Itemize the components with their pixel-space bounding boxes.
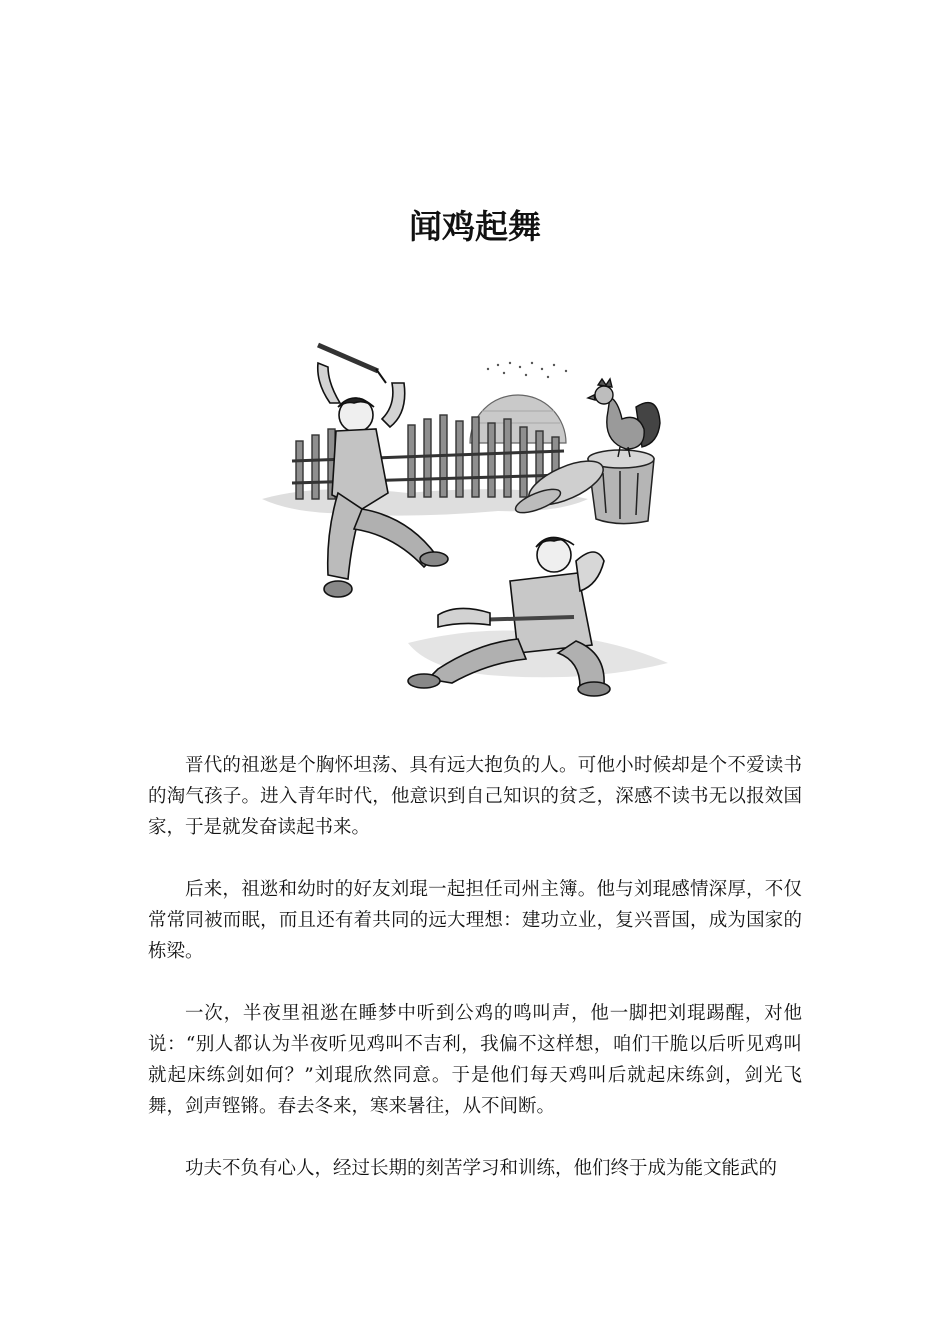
- paragraph-4: 功夫不负有心人，经过长期的刻苦学习和训练，他们终于成为能文能武的: [185, 1158, 778, 1179]
- story-text: [148, 750, 802, 1215]
- illustration-drawing: [258, 323, 680, 705]
- page-title: 闻鸡起舞: [409, 207, 541, 247]
- paragraph-3: 一次，半夜里祖逖在睡梦中听到公鸡的鸣叫声，他一脚把刘琨踢醒，对他说：“别人都认为半夜听见鸡叫不吉利，我偏不这样想，咱们干脆以后听见鸡叫就起床练剑如何？”刘琨欣然同意。于是他们每天鸡叫后就起床练剑，剑光飞舞，剑声铿锵。春去冬来，寒来暑往，从不间断。: [148, 1003, 802, 1117]
- paragraph-2: 后来，祖逖和幼时的好友刘琨一起担任司州主簿。他与刘琨感情深厚，不仅常常同被而眠，而且还有着共同的远大理想：建功立业，复兴晋国，成为国家的栋梁。: [148, 879, 802, 962]
- tree-stump-icon: [513, 450, 654, 524]
- illustration: [258, 323, 680, 705]
- paragraph-1: 晋代的祖逖是个胸怀坦荡、具有远大抱负的人。可他小时候却是个不爱读书的淘气孩子。进入青年时代，他意识到自己知识的贫乏，深感不读书无以报效国家，于是就发奋读起书来。: [148, 755, 802, 838]
- rooster-icon: [588, 379, 660, 457]
- rising-sun-icon: [470, 395, 566, 443]
